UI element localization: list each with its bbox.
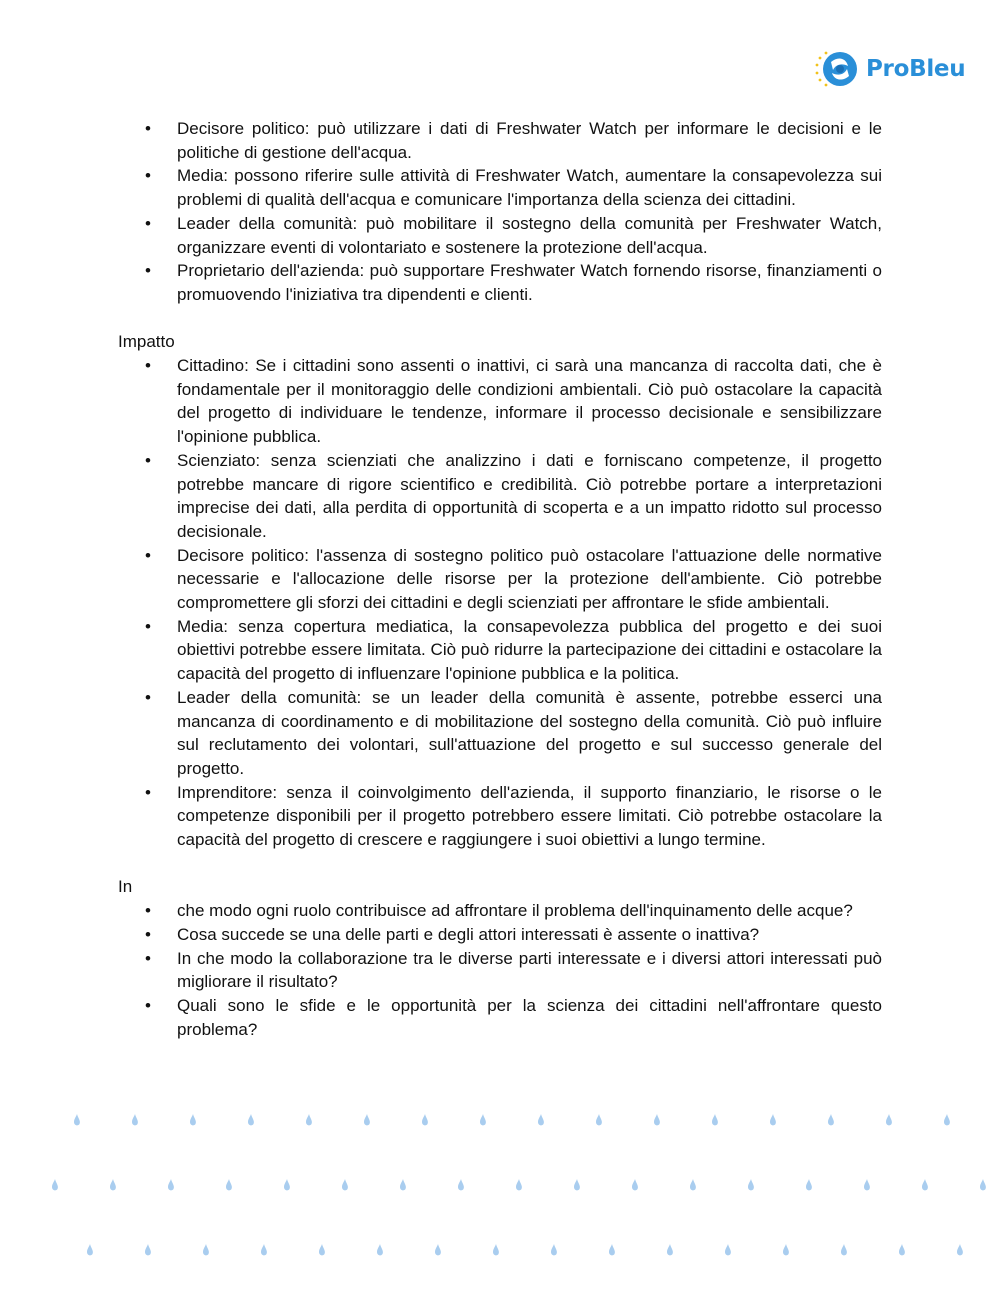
water-drop-icon <box>922 1179 928 1190</box>
water-drop-icon <box>944 1114 950 1125</box>
water-drop-icon <box>748 1179 754 1190</box>
water-drop-icon <box>110 1179 116 1190</box>
water-drop-icon <box>342 1179 348 1190</box>
water-drop-icon <box>712 1114 718 1125</box>
water-drop-icon <box>145 1244 151 1255</box>
water-drop-icon <box>306 1114 312 1125</box>
list-item: • Imprenditore: senza il coinvolgimento dell'azienda, il supporto finanziario, le risorse o le competenze disponibili per il progetto potrebbero essere limitati. Ciò potrebbe ostacolare la capacità del progetto di crescere e raggiungere i suoi obiettivi a lungo termine. <box>118 781 882 852</box>
water-drop-icon <box>957 1244 963 1255</box>
water-drop-icon <box>480 1114 486 1125</box>
water-drop-icon <box>828 1114 834 1125</box>
list-item: • Cittadino: Se i cittadini sono assenti o inattivi, ci sarà una mancanza di raccolta dati, che è fondamentale per il monitoraggio delle condizioni ambientali. Ciò può ostacolare la capacità del progetto di individuare le tendenze, informare il processo decisionale e sensibilizzare l'opinione pubblica. <box>118 354 882 449</box>
impatto-heading: Impatto <box>118 332 175 352</box>
list-item: • Decisore politico: l'assenza di sostegno politico può ostacolare l'attuazione delle normative necessarie e l'allocazione delle risorse per la protezione dell'ambiente. Ciò potrebbe compromettere gli sforzi dei cittadini e degli scienziati per affrontare le sfide ambientali. <box>118 544 882 615</box>
water-drop-icon <box>458 1179 464 1190</box>
water-drop-icon <box>132 1114 138 1125</box>
water-drop-icon <box>667 1244 673 1255</box>
water-drop-icon <box>841 1244 847 1255</box>
water-drop-icon <box>364 1114 370 1125</box>
water-drop-icon <box>596 1114 602 1125</box>
water-drop-icon <box>806 1179 812 1190</box>
list-item: • Scienziato: senza scienziati che analizzino i dati e forniscano competenze, il progetto potrebbe mancare di rigore scientifico e credibilità. Ciò potrebbe portare a interpretazioni imprecise dei dati, alla perdita di opportunità di scoperta e a un impatto ridotto sul processo decisionale. <box>118 449 882 544</box>
probleu-logo <box>812 46 972 92</box>
water-drop-icon <box>168 1179 174 1190</box>
water-drop-icon <box>319 1244 325 1255</box>
questions-list <box>118 899 882 1041</box>
water-drop-icon <box>980 1179 986 1190</box>
list-item: • Decisore politico: può utilizzare i dati di Freshwater Watch per informare le decisioni e le politiche di gestione dell'acqua. <box>118 117 882 164</box>
impatto-list <box>118 354 882 852</box>
water-drop-icon <box>87 1244 93 1255</box>
water-drop-icon <box>377 1244 383 1255</box>
water-drop-icon <box>632 1179 638 1190</box>
water-drop-icon <box>551 1244 557 1255</box>
water-drop-icon <box>422 1114 428 1125</box>
water-drop-icon <box>538 1114 544 1125</box>
water-drop-icon <box>261 1244 267 1255</box>
water-drop-icon <box>400 1179 406 1190</box>
water-drop-icon <box>770 1114 776 1125</box>
water-drop-icon <box>248 1114 254 1125</box>
probleu-logo-icon <box>812 46 862 92</box>
list-item: • Proprietario dell'azienda: può supportare Freshwater Watch fornendo risorse, finanziamenti o promuovendo l'iniziativa tra dipendenti e clienti. <box>118 259 882 306</box>
list-item: • Leader della comunità: se un leader della comunità è assente, potrebbe esserci una mancanza di coordinamento e di mobilitazione del sostegno della comunità. Ciò può influire sul reclutamento dei volontari, sull'attuazione del progetto e sul successo generale del progetto. <box>118 686 882 781</box>
list-item: • Cosa succede se una delle parti e degli attori interessati è assente o inattiva? <box>118 923 882 947</box>
list-item: • che modo ogni ruolo contribuisce ad affrontare il problema dell'inquinamento delle acque? <box>118 899 882 923</box>
water-drop-icon <box>886 1114 892 1125</box>
water-drop-icon <box>74 1114 80 1125</box>
water-drop-icon <box>574 1179 580 1190</box>
water-drop-icon <box>435 1244 441 1255</box>
stakeholder-contribution-list <box>118 117 882 307</box>
water-drops-decoration <box>0 1100 1000 1270</box>
list-item: • Media: possono riferire sulle attività di Freshwater Watch, aumentare la consapevolezza sui problemi di qualità dell'acqua e comunicare l'importanza della scienza dei cittadini. <box>118 164 882 211</box>
list-item: • Quali sono le sfide e le opportunità per la scienza dei cittadini nell'affrontare questo problema? <box>118 994 882 1041</box>
water-drop-icon <box>190 1114 196 1125</box>
water-drop-icon <box>864 1179 870 1190</box>
water-drop-icon <box>783 1244 789 1255</box>
water-drop-icon <box>226 1179 232 1190</box>
logo-text: ProBleu <box>866 56 966 82</box>
document-body <box>118 117 882 1041</box>
water-drop-icon <box>725 1244 731 1255</box>
water-drop-icon <box>654 1114 660 1125</box>
water-drop-icon <box>609 1244 615 1255</box>
water-drop-icon <box>899 1244 905 1255</box>
water-drop-icon <box>516 1179 522 1190</box>
list-item: • In che modo la collaborazione tra le diverse parti interessate e i diversi attori interessati può migliorare il risultato? <box>118 947 882 994</box>
water-drop-icon <box>284 1179 290 1190</box>
water-drop-icon <box>203 1244 209 1255</box>
water-drop-icon <box>52 1179 58 1190</box>
list-item: • Media: senza copertura mediatica, la consapevolezza pubblica del progetto e dei suoi obiettivi potrebbe essere limitata. Ciò può ridurre la partecipazione dei cittadini e ostacolare la capacità del progetto di influenzare l'opinione pubblica e la politica. <box>118 615 882 686</box>
questions-heading: In <box>118 877 133 897</box>
water-drop-icon <box>493 1244 499 1255</box>
water-drop-icon <box>690 1179 696 1190</box>
list-item: • Leader della comunità: può mobilitare il sostegno della comunità per Freshwater Watch, organizzare eventi di volontariato e sostenere la protezione dell'acqua. <box>118 212 882 259</box>
